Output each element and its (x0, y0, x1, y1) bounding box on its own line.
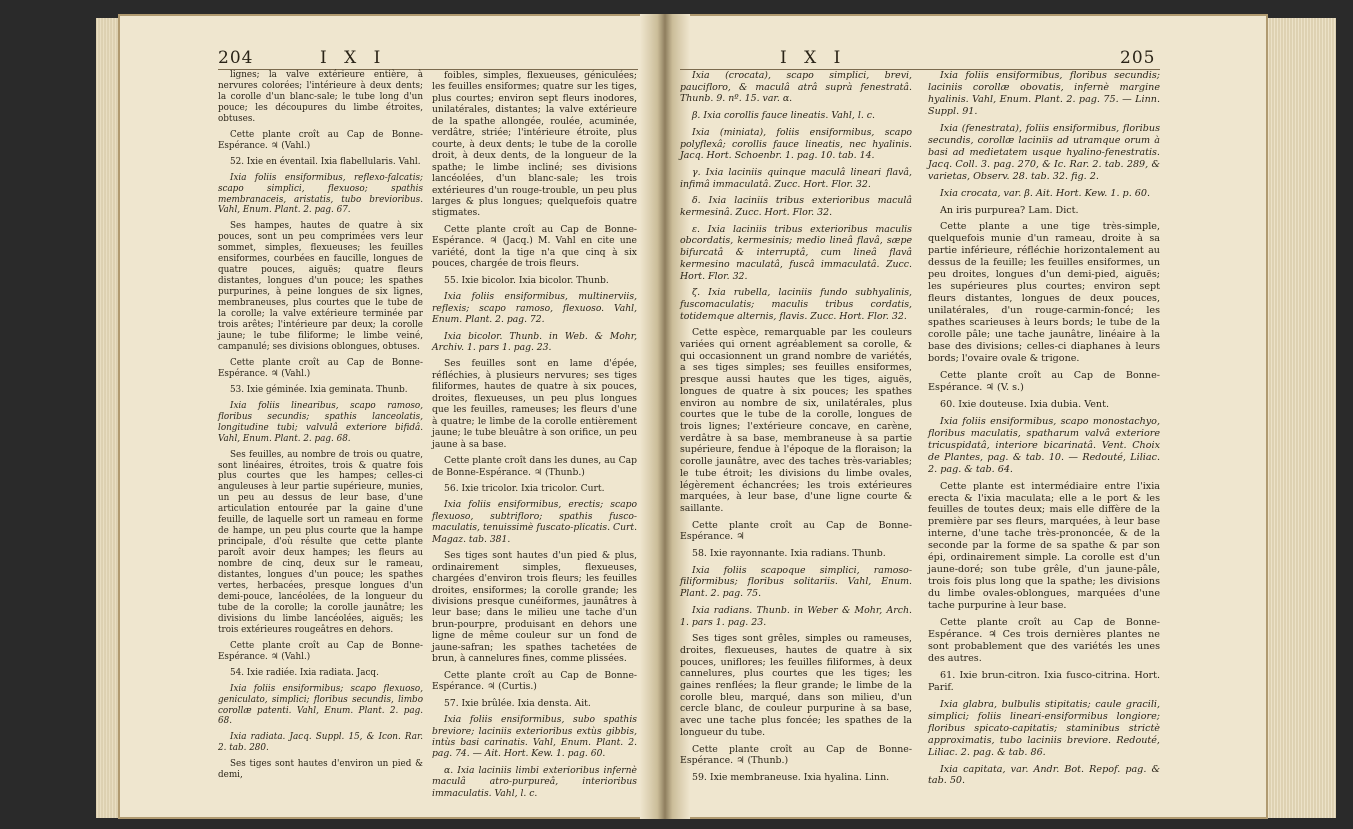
paragraph: Ixia foliis linearibus, scapo ramoso, floribus secundis; spathis lanceolatis, longitudine tubi; valvulâ exteriore bifidâ. Vahl, Enum. Plant. 2. pag. 68. (218, 400, 423, 444)
paragraph: Cette plante croît au Cap de Bonne-Espérance. ♃ (Thunb.) (680, 743, 912, 767)
paragraph: β. Ixia corollis fauce lineatis. Vahl, l. c. (692, 110, 876, 122)
paragraph: Ixia capitata, var. Andr. Bot. Repof. pag. & tab. 50. (928, 763, 1160, 787)
paragraph: 56. Ixie tricolor. Ixia tricolor. Curt. (444, 482, 605, 494)
paragraph: Ixia foliis ensiformibus, floribus secundis; laciniis corollæ obovatis, infernè margine hyalinis. Vahl, Enum. Plant. 2. pag. 75. — Linn. Suppl. 91. (928, 70, 1160, 117)
paragraph: ζ. Ixia rubella, laciniis fundo subhyalinis, fuscomaculatis; maculis tribus cordatis, totidemque alternis, flavis. Zucc. Hort. Flor. 32. (680, 287, 912, 322)
paragraph: foibles, simples, flexueuses, géniculées; les feuilles ensiformes; quatre sur les tiges, plus courtes; environ sept fleurs inodores, unilatérales, distantes; la valve extérieure de la spathe allongée, roulée, acuminée, verdâtre, striée; l'intérieure étroite, plus courte, à deux dents; le tube de la corolle droit, à deux dents, de la longueur de la spathe; le limbe incliné; ses divisions lancéolées, d'un blanc-sale; les trois extérieures d'un rouge-trouble, un peu plus larges & plus longues; quelquefois quatre stigmates. (432, 70, 637, 219)
paragraph: Ixia bicolor. Thunb. in Web. & Mohr, Archiv. 1. pars 1. pag. 23. (432, 330, 637, 353)
paragraph: Ses tiges sont grêles, simples ou rameuses, droites, flexueuses, hautes de quatre à six pouces, uniflores; les feuilles filiformes, à deux cannelures, plus courtes que les tiges; les gaines renflées; la fleur grande; le limbe de la corolle bleu, marqué, dans son milieu, d'un cercle blanc, de couleur purpurine à sa base, avec une tache plus foncée; les spathes de la longueur du tube. (680, 633, 912, 738)
paragraph: Ixia glabra, bulbulis stipitatis; caule gracili, simplici; foliis lineari-ensiformibus longiore; floribus spicato-capitatis; staminibus strictè approximatis, tubo laciniis breviore. Redouté, Liliac. 2. pag. & tab. 86. (928, 698, 1160, 758)
running-header-right: I X I (780, 48, 847, 68)
paragraph: ε. Ixia laciniis tribus exterioribus maculis obcordatis, kermesinis; medio lineâ flavâ, sæpe bifurcatâ & interruptâ, cum lineâ flavâ kermesino maculatâ, fuscâ immaculatâ. Zucc. Hort. Flor. 32. (680, 223, 912, 282)
paragraph: Cette plante croît au Cap de Bonne-Espérance. ♃ Ces trois dernières plantes ne sont probablement que des variétés les unes des autres. (928, 617, 1160, 664)
paragraph: Ses tiges sont hautes d'un pied & plus, ordinairement simples, flexueuses, chargées d'environ trois fleurs; les feuilles droites, ensiformes; la corolle grande; les divisions presque cunéiformes, jaunâtres à leur base; dans le milieu une tache d'un brun-pourpre, produisant en dehors une ligne de même couleur sur un fond de jaune-safran; les spathes tachetées de brun, à cannelures fines, comme plissées. (432, 550, 637, 665)
paragraph: Ixia crocata, var. β. Ait. Hort. Kew. 1. p. 60. (940, 187, 1151, 199)
paragraph: Cette plante croît au Cap de Bonne-Espérance. ♃ (V. s.) (928, 369, 1160, 393)
paragraph: Cette espèce, remarquable par les couleurs variées qui ornent agréablement sa corolle, & qui occasionnent un grand nombre de variétés, a ses tiges simples; ses feuilles ensiformes, presque aussi hautes que les tiges, aiguës, longues de quatre à six pouces; les spathes environ au nombre de six, unilatérales, plus courtes que le tube de la corolle, longues de trois lignes; l'extérieure concave, en carène, verdâtre à sa base, membraneuse à sa partie supérieure, fendue à l'époque de la floraison; la corolle jaunâtre, avec des taches très-variables; le tube étroit; les divisions du limbe ovales, légèrement échancrées; les trois extérieures marquées, à leur base, d'une ligne courte & saillante. (680, 327, 912, 514)
paragraph: 57. Ixie brûlée. Ixia densta. Ait. (444, 697, 591, 709)
paragraph: Ixia (fenestrata), foliis ensiformibus, floribus secundis, corollæ laciniis ad utramque orum à basi ad medietatem usque hyalino-fenestratis. Jacq. Coll. 3. pag. 270, & Ic. Rar. 2. tab. 289, & varietas, Observ. 28. tab. 32. fig. 2. (928, 122, 1160, 182)
paragraph: 60. Ixie douteuse. Ixia dubia. Vent. (940, 398, 1110, 410)
left-page-column-2 (432, 70, 637, 804)
paragraph: Ixia foliis ensiformibus, subo spathis breviore; laciniis exterioribus extùs gibbis, intùs basi carinatis. Vahl, Enum. Plant. 2. pag. 74. — Ait. Hort. Kew. 1. pag. 60. (432, 714, 637, 760)
paragraph: Cette plante a une tige très-simple, quelquefois munie d'un rameau, droite à sa partie inférieure, réfléchie horizontalement au dessus de la feuille; les feuilles ensiformes, un peu droites, longues d'un demi-pied, aiguës; les supérieures plus courtes; environ sept fleurs distantes, longues de deux pouces, unilatérales, d'un rouge-carmin-foncé; les spathes scarieuses à leurs bords; le tube de la corolle pâle; une tache jaunâtre, linéaire à la base des divisions; celles-ci diaphanes à leurs bords; l'ovaire ovale & trigone. (928, 221, 1160, 364)
paragraph: Ixia foliis ensiformibus; scapo flexuoso, geniculato, simplici; floribus secundis, limbo corollæ patenti. Vahl, Enum. Plant. 2. pag. 68. (218, 683, 423, 727)
paragraph: Ixia radiata. Jacq. Suppl. 15, & Icon. Rar. 2. tab. 280. (218, 732, 423, 754)
right-page-column-2 (928, 70, 1160, 792)
paragraph: Ses tiges sont hautes d'environ un pied & demi, (218, 759, 423, 781)
paragraph: lignes; la valve extérieure entière, à nervures colorées; l'intérieure à deux dents; la corolle d'un blanc-sale; le tube long d'un pouce; les découpures du limbe étroites, obtuses. (218, 70, 423, 124)
running-header-left: I X I (320, 48, 387, 68)
paragraph: Cette plante croît au Cap de Bonne-Espérance. ♃ (Vahl.) (218, 640, 423, 662)
paragraph: 59. Ixie membraneuse. Ixia hyalina. Linn. (692, 771, 890, 783)
paragraph: 52. Ixie en éventail. Ixia flabellularis. Vahl. (230, 156, 421, 167)
paragraph: Cette plante est intermédiaire entre l'ixia erecta & l'ixia maculata; elle a le port & les feuilles de toutes deux; mais elle diffère de la première par ses fleurs, marquées, à leur base interne, d'une tache très-prononcée, & de la seconde par la forme de sa spathe & par son épi, ordinairement simple. La corolle est d'un jaune-doré; son tube grêle, d'un jaune-pâle, trois fois plus long que la spathe; les divisions du limbe ovales-oblongues, marquées d'une tache purpurine à leur base. (928, 480, 1160, 612)
paragraph: Cette plante croît dans les dunes, au Cap de Bonne-Espérance. ♃ (Thunb.) (432, 455, 637, 478)
paragraph: 54. Ixie radiée. Ixia radiata. Jacq. (230, 667, 379, 678)
paragraph: 61. Ixie brun-citron. Ixia fusco-citrina. Hort. Parif. (928, 669, 1160, 693)
paragraph: An iris purpurea? Lam. Dict. (940, 204, 1079, 216)
paragraph: Ixia (crocata), scapo simplici, brevi, paucifloro, & maculâ atrâ suprà fenestratâ. Thunb. 9. nº. 15. var. α. (680, 70, 912, 105)
paragraph: Cette plante croît au Cap de Bonne-Espérance. ♃ (Vahl.) (218, 129, 423, 151)
right-page-column-1 (680, 70, 912, 789)
paragraph: α. Ixia laciniis limbi exterioribus infernè maculâ atro-purpureâ, interioribus immaculatis. Vahl, l. c. (432, 764, 637, 799)
right-page-edges (1264, 18, 1336, 818)
paragraph: 53. Ixie géminée. Ixia geminata. Thunb. (230, 384, 408, 395)
paragraph: Ixia foliis ensiformibus, scapo monostachyo, floribus maculatis, spatharum valvâ exteriore tricuspidatâ, interiore bicarinatâ. Vent. Choix de Plantes, pag. & tab. 10. — Redouté, Liliac. 2. pag. & tab. 64. (928, 415, 1160, 475)
page-number-left: 204 (218, 48, 254, 68)
paragraph: Ixia radians. Thunb. in Weber & Mohr, Arch. 1. pars 1. pag. 23. (680, 604, 912, 628)
paragraph: Ixia foliis ensiformibus, multinerviis, reflexis; scapo ramoso, flexuoso. Vahl, Enum. Plant. 2. pag. 72. (432, 291, 637, 326)
paragraph: Ses feuilles, au nombre de trois ou quatre, sont linéaires, étroites, trois & quatre fois plus courtes que les hampes; celles-ci anguleuses à leur partie supérieure, munies, un peu au dessus de leur base, d'une articulation entourée par la gaine d'une feuille, de laquelle sort un rameau en forme de hampe, un peu plus courte que la hampe principale, d'où résulte que cette plante paroît avoir deux hampes; les fleurs au nombre de cinq, deux sur le rameau, distantes, longues d'un pouce; les spathes vertes, herbacées, presque longues d'un demi-pouce, lancéolées, de la longueur du tube de la corolle; la corolle jaunâtre; les divisions du limbe lancéolées, aiguës; les trois extérieures rougeâtres en dehors. (218, 449, 423, 635)
left-page-column-1 (218, 70, 423, 786)
paragraph: Ixia foliis ensiformibus, erectis; scapo flexuoso, subtrifloro; spathis fusco-maculatis, tenuissimè fuscato-plicatis. Curt. Magaz. tab. 381. (432, 499, 637, 545)
paragraph: Cette plante croît au Cap de Bonne-Espérance. ♃ (Curtis.) (432, 669, 637, 693)
paragraph: γ. Ixia laciniis quinque maculâ lineari flavâ, infimâ immaculatâ. Zucc. Hort. Flor. 32. (680, 166, 912, 190)
paragraph: 55. Ixie bicolor. Ixia bicolor. Thunb. (444, 274, 609, 286)
paragraph: Ses feuilles sont en lame d'épée, réfléchies, à plusieurs nervures; ses tiges filiformes, hautes de quatre à six pouces, droites, flexueuses, un peu plus longues que les feuilles, rameuses; les fleurs d'une à quatre; le limbe de la corolle entièrement jaune; le tube bleuâtre à son orifice, un peu jaune à sa base. (432, 358, 637, 450)
paragraph: 58. Ixie rayonnante. Ixia radians. Thunb. (692, 548, 886, 560)
paragraph: δ. Ixia laciniis tribus exterioribus maculâ kermesinâ. Zucc. Hort. Flor. 32. (680, 195, 912, 219)
paragraph: Ixia foliis scapoque simplici, ramoso-filiformibus; floribus solitariis. Vahl, Enum. Plant. 2. pag. 75. (680, 564, 912, 600)
paragraph: Cette plante croît au Cap de Bonne-Espérance. ♃ (Jacq.) M. Vahl en cite une variété, dont la tige n'a que cinq à six pouces, chargée de trois fleurs. (432, 223, 637, 270)
paragraph: Cette plante croît au Cap de Bonne-Espérance. ♃ (680, 519, 912, 543)
page-number-right: 205 (1120, 48, 1156, 68)
paragraph: Ses hampes, hautes de quatre à six pouces, sont un peu comprimées vers leur sommet, simples, flexueuses; les feuilles ensiformes, courbées en faucille, longues de quatre pouces, aiguës; quatre fleurs distantes, longues d'un pouce; les spathes purpurines, à peine longues de six lignes, membraneuses, plus courtes que le tube de la corolle; la valve extérieure terminée par trois arêtes; l'intérieure par deux; la corolle jaune; le tube filiforme; le limbe veiné, campanulé; ses divisions oblongues, obtuses. (218, 221, 423, 352)
paragraph: Ixia (miniata), foliis ensiformibus, scapo polyflexâ; corollis fauce lineatis, nec hyalinis. Jacq. Hort. Schoenbr. 1. pag. 10. tab. 14. (680, 126, 912, 162)
paragraph: Ixia foliis ensiformibus, reflexo-falcatis; scapo simplici, flexuoso; spathis membranaceis, aristatis, tubo brevioribus. Vahl, Enum. Plant. 2. pag. 67. (218, 172, 423, 216)
paragraph: Cette plante croît au Cap de Bonne-Espérance. ♃ (Vahl.) (218, 357, 423, 379)
